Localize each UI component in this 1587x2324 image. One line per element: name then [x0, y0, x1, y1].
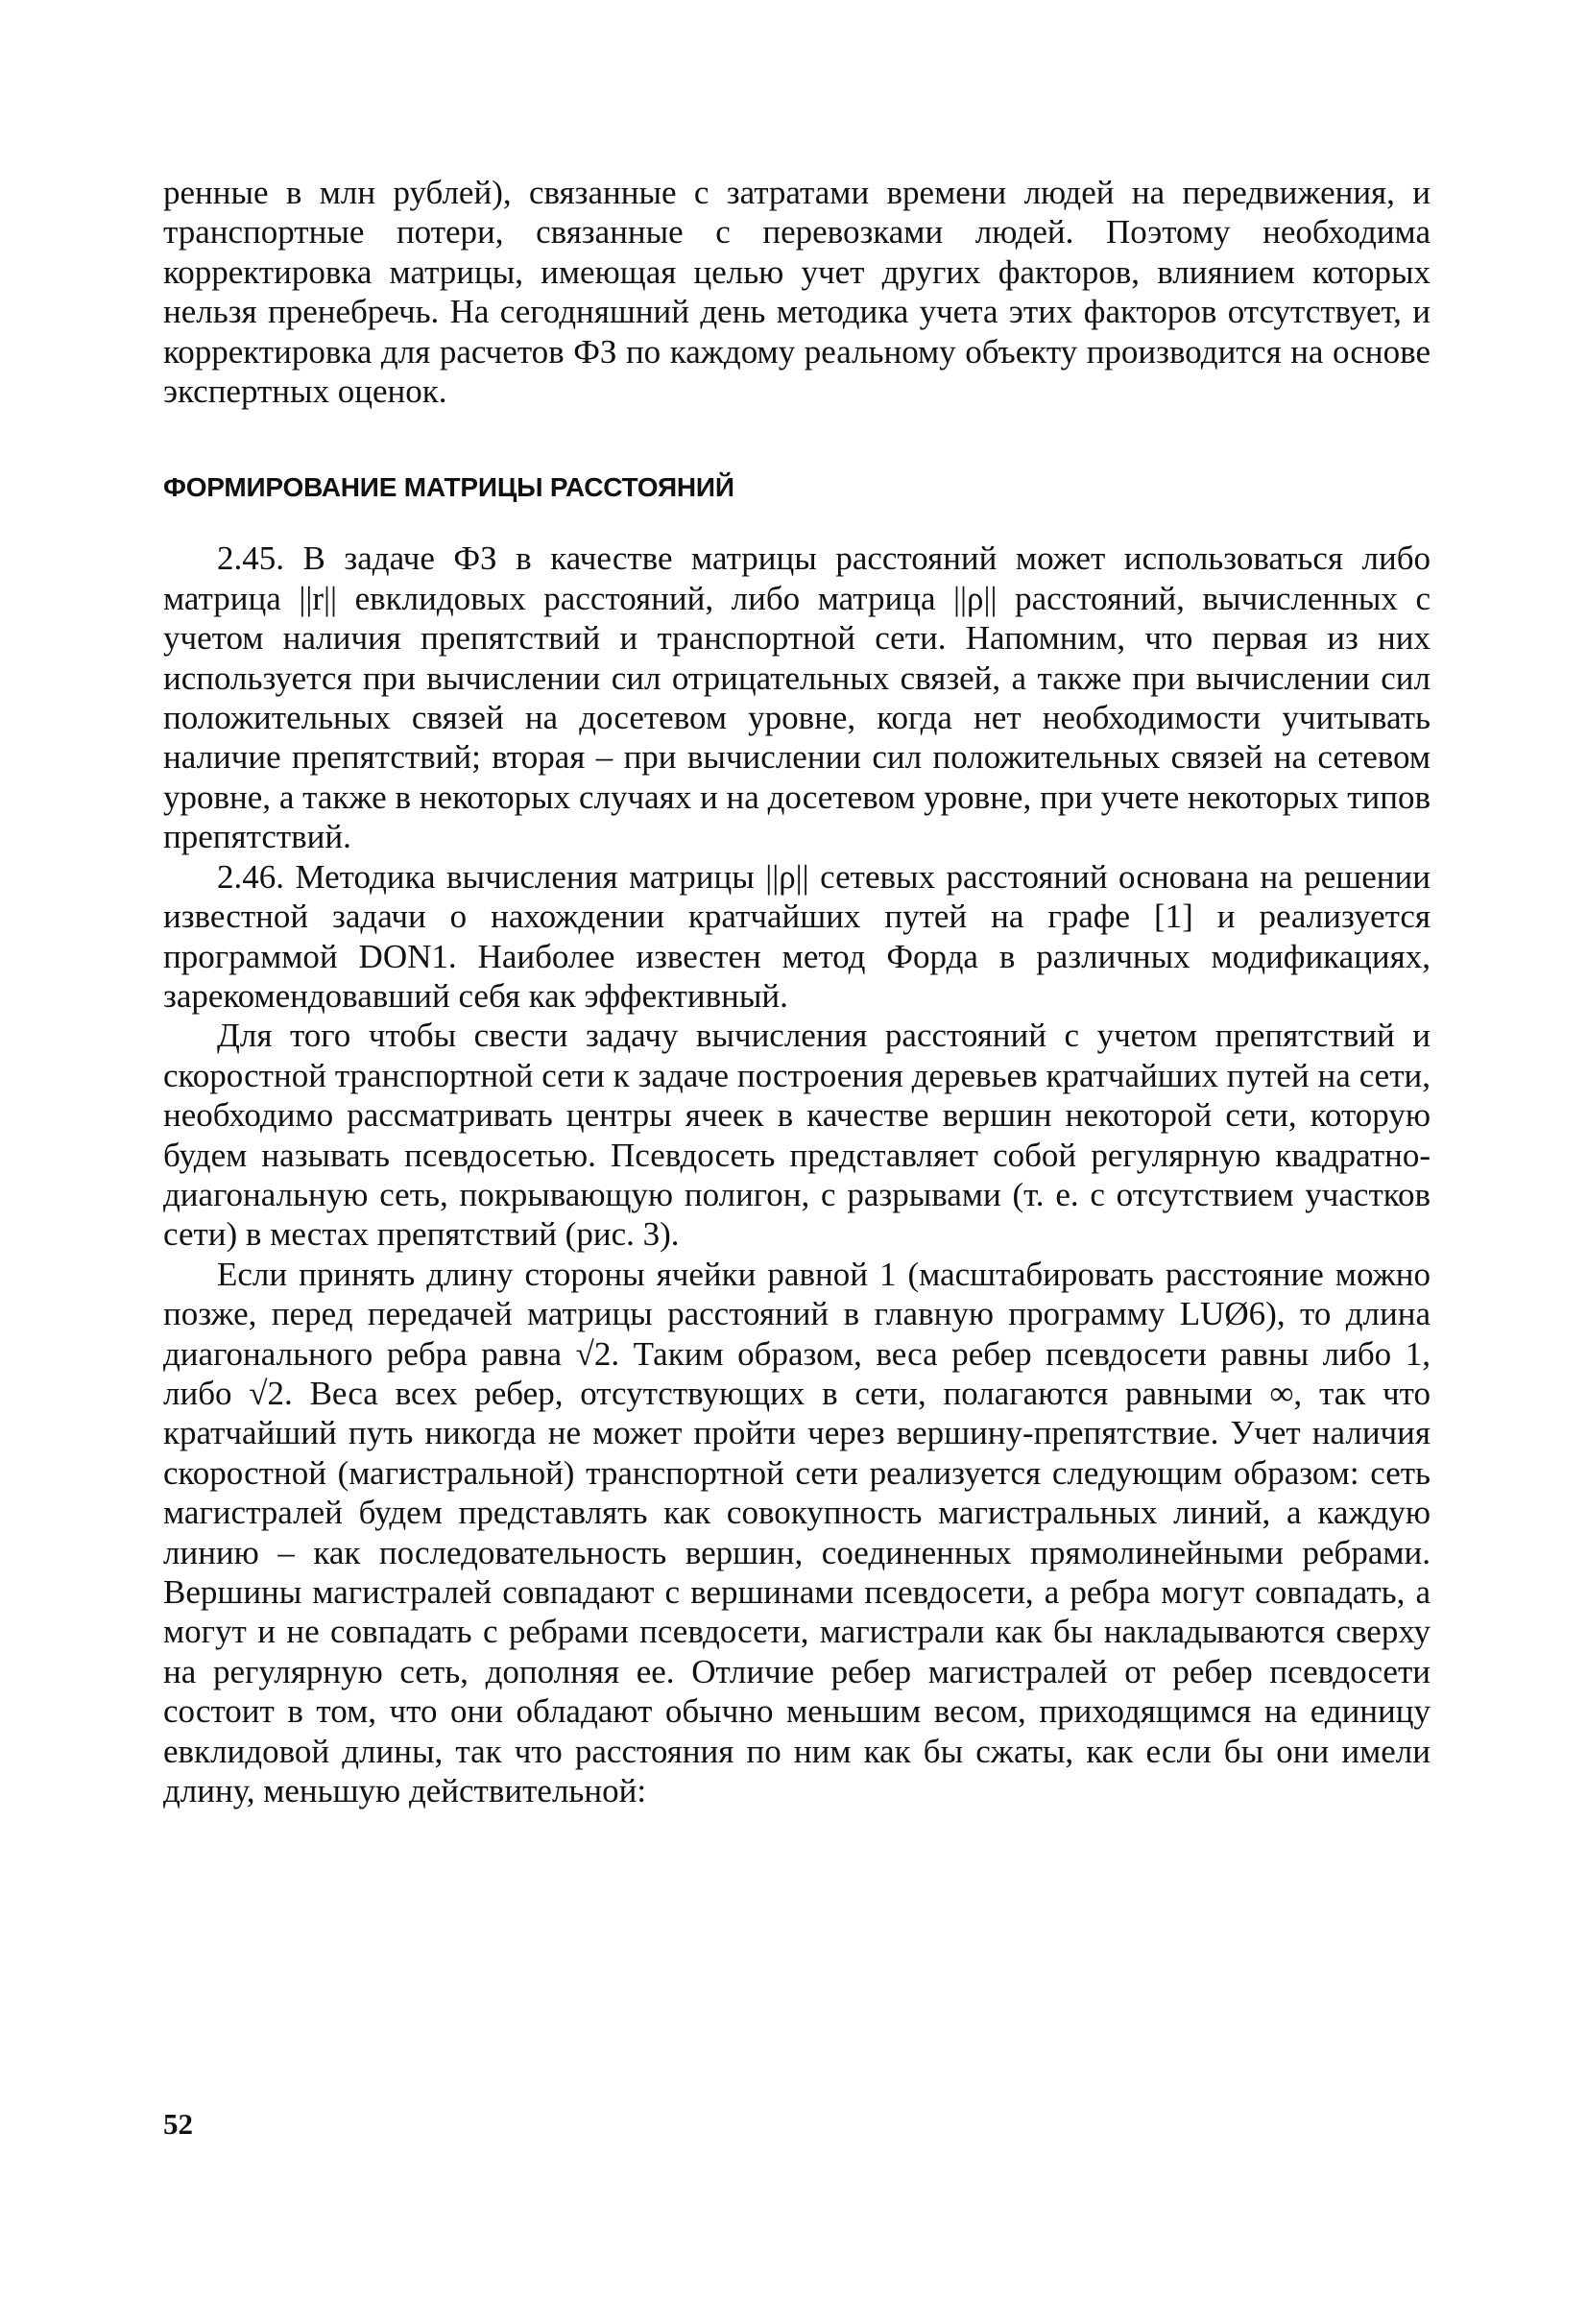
document-page	[163, 173, 1431, 1810]
paragraph-continuation: ренные в млн рублей), связанные с затратами времени людей на передвижения, и транспортные потери, связанные с перевозками людей. Поэтому необходима корректировка матрицы, имеющая целью учет других факторов, влиянием которых нельзя пренебречь. На сегодняшний день методика учета этих факторов отсутствует, и корректировка для расчетов ФЗ по каждому реальному объекту производится на основе экспертных оценок.	[163, 174, 1431, 411]
paragraph-2-45: 2.45. В задаче ФЗ в качестве матрицы расстояний может использоваться либо матрица ||r|| евклидовых расстояний, либо матрица ||ρ|| расстояний, вычисленных с учетом наличия препятствий и транспортной сети. Напомним, что первая из них используется при вычислении сил отрицательных связей, а также при вычислении сил положительных связей на досетевом уровне, когда нет необходимости учитывать наличие препятствий; вторая – при вычислении сил положительных связей на сетевом уровне, а также в некоторых случаях и на досетевом уровне, при учете некоторых типов препятствий.	[163, 539, 1431, 856]
page-number: 52	[163, 2107, 193, 2141]
section-heading: ФОРМИРОВАНИЕ МАТРИЦЫ РАССТОЯНИЙ	[163, 472, 734, 503]
paragraph-2-46: 2.46. Методика вычисления матрицы ||ρ|| сетевых расстояний основана на решении известной задачи о нахождении кратчайших путей на графе [1] и реализуется программой DON1. Наиболее известен метод Форда в различных модификациях, зарекомендовавший себя как эффективный.	[163, 857, 1431, 1015]
paragraph-edge-weights: Если принять длину стороны ячейки равной 1 (масштабировать расстояние можно позже, перед передачей матрицы расстояний в главную программу LUØ6), то длина диагонального ребра равна √2. Таким образом, веса ребер псевдосети равны либо 1, либо √2. Веса всех ребер, отсутствующих в сети, полагаются равными ∞, так что кратчайший путь никогда не может пройти через вершину-препятствие. Учет наличия скоростной (магистральной) транспортной сети реализуется следующим образом: сеть магистралей будем представлять как совокупность магистральных линий, а каждую линию – как последовательность вершин, соединенных прямолинейными ребрами. Вершины магистралей совпадают с вершинами псевдосети, а ребра могут совпадать, а могут и не совпадать с ребрами псевдосети, магистрали как бы накладываются сверху на регулярную сеть, дополняя ее. Отличие ребер магистралей от ребер псевдосети состоит в том, что они обладают обычно меньшим весом, приходящимся на единицу евклидовой длины, так что расстояния по ним как бы сжаты, как если бы они имели длину, меньшую действительной:	[163, 1255, 1431, 1810]
paragraph-pseudonetwork: Для того чтобы свести задачу вычисления расстояний с учетом препятствий и скоростной транспортной сети к задаче построения деревьев кратчайших путей на сети, необходимо рассматривать центры ячеек в качестве вершин некоторой сети, которую будем называть псевдосетью. Псевдосеть представляет собой регулярную квадратно-диагональную сеть, покрывающую полигон, с разрывами (т. е. с отсутствием участков сети) в местах препятствий (рис. 3).	[163, 1017, 1431, 1254]
